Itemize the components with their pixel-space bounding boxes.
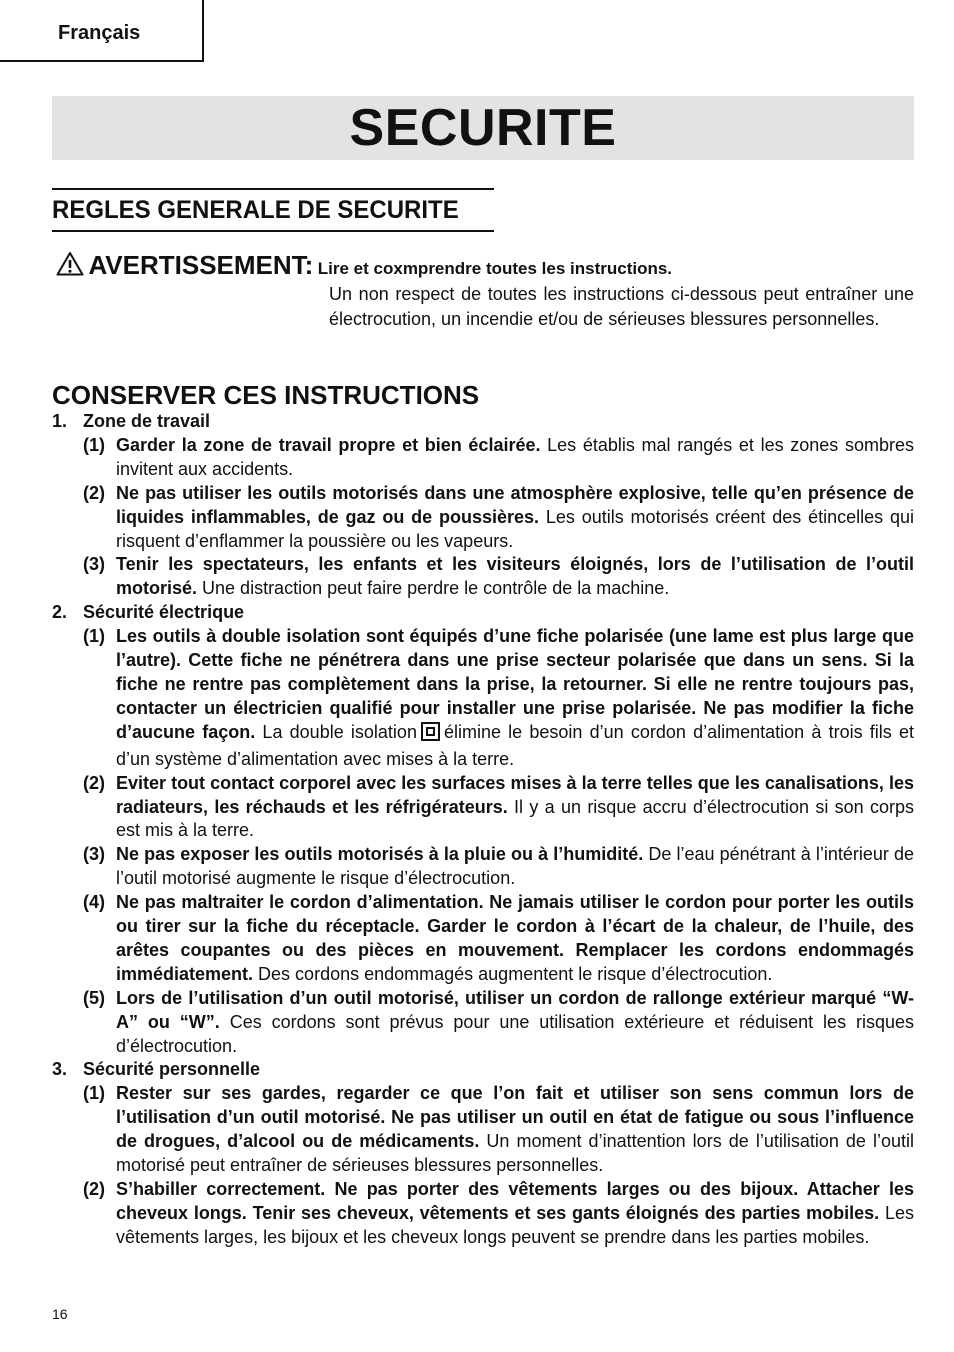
item-bold-text: Eviter tout contact corporel avec les surfaces mises à la terre telles que les canalisations, les radiateurs, les réchauds et les réfrigérateurs.: [116, 772, 914, 817]
section-heading-work-area: [52, 410, 914, 434]
section-title: Sécurité électrique: [83, 602, 245, 623]
item-text: Un moment d’inattention lors de l’utilisation de l’outil motorisé peut entraîner de sérieuses blessures personnelles.: [116, 1131, 915, 1176]
general-rules-heading-box: [52, 188, 494, 232]
section-heading-electrical-safety: [52, 601, 914, 625]
item-text: Les outils motorisés créent des étincelles qui risquent d’enflammer la poussière ou les vapeurs.: [116, 506, 914, 551]
warning-title: AVERTISSEMENT:: [88, 250, 314, 280]
warning-line: [56, 250, 672, 281]
item-number: (3): [83, 844, 105, 865]
item-text: De l’eau pénétrant à l’intérieur de l’outil motorisé augmente le risque d’électrocution.: [116, 844, 914, 889]
list-item: [52, 843, 914, 891]
list-item: [52, 625, 914, 771]
item-bold-text: Rester sur ses gardes, regarder ce que l’on fait et utiliser son sens commun lors de l’utilisation d’un outil motorisé. Ne pas utiliser un outil en état de fatigue ou sous l’influence de drogues, d’alcool ou de médicaments.: [116, 1083, 914, 1152]
list-item: [52, 434, 914, 482]
item-bold-text: Tenir les spectateurs, les enfants et les visiteurs éloignés, lors de l’utilisation de l’outil motorisé.: [116, 554, 914, 599]
item-number: (3): [83, 554, 105, 575]
list-item: [52, 1082, 914, 1178]
item-text: Les vêtements larges, les bijoux et les cheveux longs peuvent se prendre dans les parties mobiles.: [116, 1202, 914, 1247]
item-number: (5): [83, 987, 105, 1008]
item-number: (1): [83, 1083, 105, 1104]
item-bold-text: Ne pas maltraiter le cordon d’alimentation. Ne jamais utiliser le cordon pour porter les outils ou tirer sur la fiche du réceptacle. Garder le cordon à l’écart de la chaleur, de l’huile, des arêtes coupantes ou des pièces en mouvement. Remplacer les cordons endommagés immédiatement.: [116, 892, 914, 984]
section-number: 3.: [52, 1059, 68, 1080]
item-text: Ces cordons sont prévus pour une utilisation extérieure et réduisent les risques d’électrocution.: [116, 1011, 915, 1056]
list-item: [52, 553, 914, 601]
item-number: (2): [83, 772, 105, 793]
item-number: (1): [83, 626, 105, 647]
item-bold-text: Ne pas utiliser les outils motorisés dans une atmosphère explosive, telle qu’en présence de liquides inflammables, de gaz ou de poussières.: [116, 482, 914, 527]
page-number: 16: [52, 1306, 68, 1322]
list-item: [52, 772, 914, 844]
item-bold-text: S’habiller correctement. Ne pas porter des vêtements larges ou des bijoux. Attacher les cheveux longs. Tenir ses cheveux, vêtements et ses gants éloignés des parties mobiles.: [116, 1179, 914, 1223]
item-number: (4): [83, 892, 105, 913]
language-tab: [0, 0, 204, 62]
item-bold-text: Ne pas exposer les outils motorisés à la pluie ou à l’humidité.: [116, 844, 644, 865]
item-bold-text: Les outils à double isolation sont équipés d’une fiche polarisée (une lame est plus large que l’autre). Cette fiche ne pénétrera dans une prise secteur polarisée que dans un sens. Si la fiche ne rentre pas complètement dans la prise, la retourner. Si elle ne rentre toujours pas, contacter un électricien qualifié pour installer une prise polarisée. Ne pas modifier la fiche d’aucune façon.: [116, 626, 914, 742]
language-label: Français: [58, 22, 141, 44]
general-rules-heading: REGLES GENERALE DE SECURITE: [52, 196, 459, 224]
item-text: La double isolation: [255, 721, 417, 742]
section-title: Sécurité personnelle: [83, 1059, 261, 1080]
warning-body: Un non respect de toutes les instructions ci-dessous peut entraîner une électrocution, un incendie et/ou de sérieuses blessures personnelles.: [329, 284, 914, 329]
item-number: (1): [83, 434, 105, 455]
list-item: [52, 891, 914, 987]
warning-subtitle: Lire et coxmprendre toutes les instructions.: [317, 259, 673, 278]
title-band: [52, 96, 914, 160]
list-item: [52, 987, 914, 1059]
list-item: [52, 1178, 914, 1250]
section-number: 1.: [52, 411, 68, 431]
item-text: élimine le besoin d’un cordon d’alimentation à trois fils et d’un système d’alimentation avec mises à la terre.: [116, 721, 914, 769]
section-number: 2.: [52, 602, 68, 623]
warning-triangle-icon: [56, 251, 84, 281]
item-text: Les établis mal rangés et les zones sombres invitent aux accidents.: [116, 434, 914, 479]
page-title: SECURITE: [349, 99, 617, 157]
item-text: Une distraction peut faire perdre le contrôle de la machine.: [197, 578, 670, 599]
section-title: Zone de travail: [83, 411, 211, 431]
item-bold-text: Lors de l’utilisation d’un outil motorisé, utiliser un cordon de rallonge extérieur marqué “W-A” ou “W”.: [116, 987, 914, 1032]
item-bold-text: Garder la zone de travail propre et bien éclairée.: [116, 434, 541, 455]
item-text: Des cordons endommagés augmentent le risque d’électrocution.: [253, 963, 773, 984]
list-item: [52, 482, 914, 554]
section-heading-personal-safety: [52, 1058, 914, 1082]
instructions-content: [52, 410, 914, 1250]
instructions-heading: CONSERVER CES INSTRUCTIONS: [52, 380, 480, 410]
item-number: (2): [83, 482, 105, 503]
item-number: (2): [83, 1179, 105, 1199]
double-insulation-icon: [421, 722, 440, 748]
item-text: Il y a un risque accru d’électrocution si son corps est mis à la terre.: [116, 796, 915, 841]
